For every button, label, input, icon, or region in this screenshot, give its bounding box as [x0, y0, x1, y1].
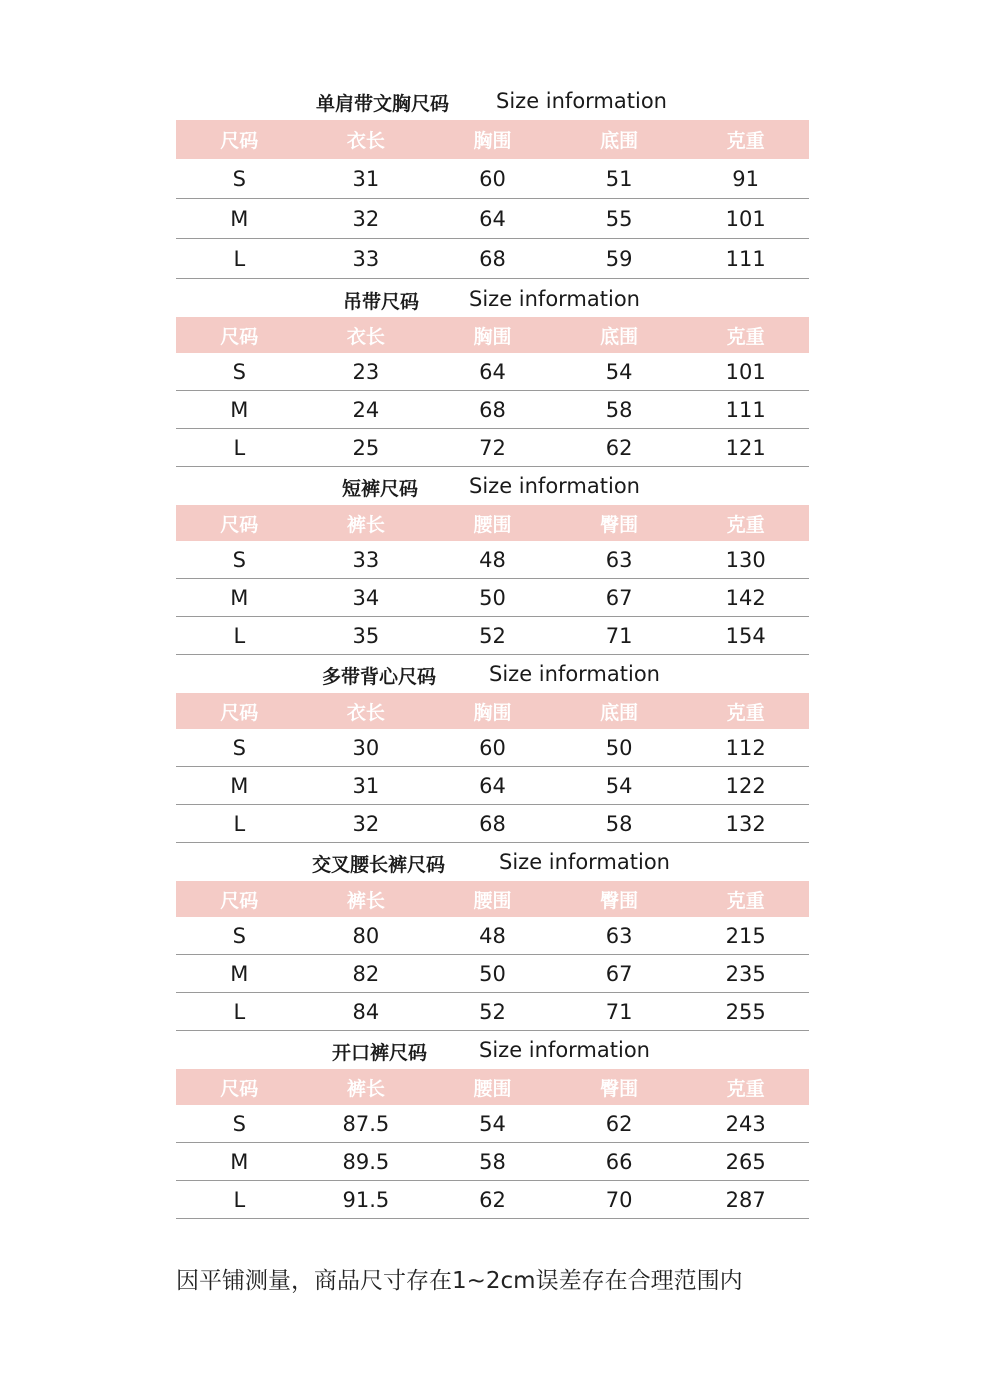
table-cell: S	[232, 547, 246, 572]
table-row	[176, 391, 809, 429]
table-cell: 32	[352, 811, 380, 836]
header-cell: 胸围	[473, 130, 512, 152]
size-table	[176, 279, 809, 467]
table-cell: 25	[352, 435, 380, 460]
table-cell: 87.5	[342, 1111, 390, 1136]
table-row	[176, 805, 809, 843]
section-title-cn: 短裤尺码	[342, 478, 419, 500]
section-title-en: Size information	[496, 89, 667, 113]
table-cell: 30	[352, 735, 380, 760]
table-cell: 48	[479, 923, 506, 948]
header-cell: 底围	[600, 701, 639, 724]
header-cell: 尺码	[220, 1077, 259, 1100]
header-cell: 衣长	[346, 130, 385, 152]
table-row	[176, 955, 809, 993]
table-cell: 24	[352, 397, 380, 422]
table-row	[176, 429, 809, 467]
table-row	[176, 541, 809, 579]
table-cell: 243	[725, 1111, 766, 1136]
table-cell: 59	[605, 246, 633, 271]
table-header-row	[176, 317, 809, 353]
table-cell: M	[230, 206, 249, 231]
table-cell: 71	[605, 999, 633, 1024]
table-cell: 71	[605, 623, 633, 648]
table-cell: 62	[605, 435, 633, 460]
table-cell: 287	[725, 1187, 766, 1212]
header-cell: 胸围	[473, 701, 512, 724]
header-cell: 尺码	[220, 325, 259, 348]
section-title-en: Size information	[479, 1038, 650, 1062]
header-cell: 腰围	[473, 1077, 512, 1100]
table-cell: 255	[725, 999, 766, 1024]
header-cell: 胸围	[473, 325, 512, 348]
table-cell: 58	[605, 397, 633, 422]
table-row	[176, 729, 809, 767]
table-cell: 67	[605, 961, 633, 986]
header-cell: 裤长	[346, 889, 385, 912]
table-cell: S	[232, 1111, 246, 1136]
table-cell: S	[232, 359, 246, 384]
table-cell: 31	[352, 773, 380, 798]
table-cell: 55	[605, 206, 633, 231]
size-table	[176, 843, 809, 1031]
table-cell: 101	[725, 359, 766, 384]
table-header-row	[176, 693, 809, 729]
table-cell: 121	[725, 435, 766, 460]
table-cell: 23	[352, 359, 380, 384]
header-cell: 臀围	[600, 889, 639, 912]
size-table	[176, 655, 809, 843]
header-cell: 克重	[726, 325, 765, 348]
table-cell: 91.5	[342, 1187, 390, 1212]
table-cell: 91	[732, 166, 760, 191]
size-table	[176, 1031, 809, 1219]
header-cell: 裤长	[346, 513, 385, 536]
table-cell: S	[232, 166, 246, 191]
section-title-en: Size information	[499, 850, 670, 874]
table-cell: M	[230, 397, 249, 422]
table-cell: M	[230, 961, 249, 986]
header-cell: 裤长	[346, 1077, 385, 1100]
table-cell: 68	[479, 397, 506, 422]
table-cell: 68	[479, 246, 506, 271]
table-cell: 132	[725, 811, 766, 836]
table-cell: 50	[479, 961, 506, 986]
header-cell: 衣长	[346, 325, 385, 348]
table-cell: 80	[352, 923, 380, 948]
table-row	[176, 239, 809, 279]
table-row	[176, 579, 809, 617]
table-row	[176, 199, 809, 239]
table-cell: 50	[605, 735, 633, 760]
table-cell: 62	[605, 1111, 633, 1136]
size-tables-container	[176, 80, 809, 1219]
table-cell: 122	[725, 773, 766, 798]
section-title	[176, 467, 809, 505]
header-cell: 尺码	[220, 889, 259, 912]
table-cell: 48	[479, 547, 506, 572]
table-cell: 142	[725, 585, 766, 610]
table-cell: 58	[605, 811, 633, 836]
table-cell: 84	[352, 999, 380, 1024]
table-cell: 154	[725, 623, 766, 648]
header-cell: 尺码	[220, 513, 259, 536]
table-cell: 35	[352, 623, 380, 648]
table-row	[176, 993, 809, 1031]
size-table	[176, 467, 809, 655]
table-header-row	[176, 881, 809, 917]
table-row	[176, 1143, 809, 1181]
table-cell: 60	[479, 735, 506, 760]
section-title-cn: 开口裤尺码	[332, 1042, 428, 1064]
table-cell: M	[230, 773, 249, 798]
header-cell: 克重	[726, 1077, 765, 1100]
table-cell: 112	[725, 735, 766, 760]
header-cell: 臀围	[600, 1077, 639, 1100]
header-cell: 克重	[726, 701, 765, 724]
table-cell: L	[233, 811, 246, 836]
table-cell: 31	[352, 166, 380, 191]
table-cell: L	[233, 246, 246, 271]
section-title	[176, 1031, 809, 1069]
table-cell: 111	[725, 397, 766, 422]
header-cell: 底围	[600, 130, 639, 152]
table-cell: 52	[479, 623, 506, 648]
header-cell: 尺码	[220, 701, 259, 724]
section-title	[176, 80, 809, 120]
table-cell: 32	[352, 206, 380, 231]
table-cell: L	[233, 1187, 246, 1212]
table-cell: 235	[725, 961, 766, 986]
section-title	[176, 655, 809, 693]
table-cell: 34	[352, 585, 380, 610]
table-cell: 62	[479, 1187, 506, 1212]
section-title-en: Size information	[469, 474, 640, 498]
header-cell: 克重	[726, 889, 765, 912]
table-row	[176, 1105, 809, 1143]
section-title-cn: 多带背心尺码	[322, 666, 437, 688]
table-cell: 50	[479, 585, 506, 610]
header-cell: 腰围	[473, 513, 512, 536]
table-row	[176, 617, 809, 655]
table-header-row	[176, 505, 809, 541]
table-row	[176, 353, 809, 391]
table-cell: 58	[479, 1149, 506, 1174]
table-cell: 111	[725, 246, 766, 271]
table-cell: 64	[479, 206, 506, 231]
table-cell: 130	[725, 547, 766, 572]
section-title-en: Size information	[469, 287, 640, 311]
header-cell: 底围	[600, 325, 639, 348]
section-title-cn: 单肩带文胸尺码	[316, 93, 450, 115]
table-cell: 64	[479, 359, 506, 384]
table-cell: 60	[479, 166, 506, 191]
section-title-cn: 吊带尺码	[343, 291, 420, 313]
table-cell: 67	[605, 585, 633, 610]
section-title	[176, 279, 809, 317]
table-cell: L	[233, 999, 246, 1024]
table-cell: 68	[479, 811, 506, 836]
table-cell: 89.5	[342, 1149, 390, 1174]
table-row	[176, 159, 809, 199]
table-row	[176, 917, 809, 955]
size-table	[176, 80, 809, 279]
table-cell: 54	[479, 1111, 506, 1136]
table-cell: L	[233, 623, 246, 648]
table-cell: 66	[605, 1149, 633, 1174]
header-cell: 克重	[726, 513, 765, 536]
section-title-cn: 交叉腰长裤尺码	[312, 854, 446, 876]
table-row	[176, 1181, 809, 1219]
header-cell: 克重	[726, 130, 765, 152]
table-cell: S	[232, 923, 246, 948]
table-cell: 63	[605, 923, 633, 948]
table-cell: M	[230, 1149, 249, 1174]
table-cell: 54	[605, 359, 633, 384]
table-header-row	[176, 1069, 809, 1105]
table-cell: L	[233, 435, 246, 460]
header-cell: 衣长	[346, 701, 385, 724]
table-row	[176, 767, 809, 805]
table-cell: 33	[352, 547, 380, 572]
section-title-en: Size information	[489, 662, 660, 686]
measurement-footnote: 因平铺测量，商品尺寸存在1~2cm误差存在合理范围内	[176, 1268, 743, 1294]
table-cell: 215	[725, 923, 766, 948]
section-title	[176, 843, 809, 881]
table-cell: 63	[605, 547, 633, 572]
table-cell: 82	[352, 961, 380, 986]
table-cell: 51	[605, 166, 633, 191]
table-cell: 265	[725, 1149, 766, 1174]
table-cell: 101	[725, 206, 766, 231]
table-cell: 72	[479, 435, 506, 460]
header-cell: 尺码	[220, 130, 259, 152]
header-cell: 腰围	[473, 889, 512, 912]
table-cell: M	[230, 585, 249, 610]
header-cell: 臀围	[600, 513, 639, 536]
table-cell: 54	[605, 773, 633, 798]
table-cell: 64	[479, 773, 506, 798]
table-cell: S	[232, 735, 246, 760]
table-cell: 33	[352, 246, 380, 271]
table-header-row	[176, 120, 809, 159]
table-cell: 52	[479, 999, 506, 1024]
table-cell: 70	[605, 1187, 633, 1212]
